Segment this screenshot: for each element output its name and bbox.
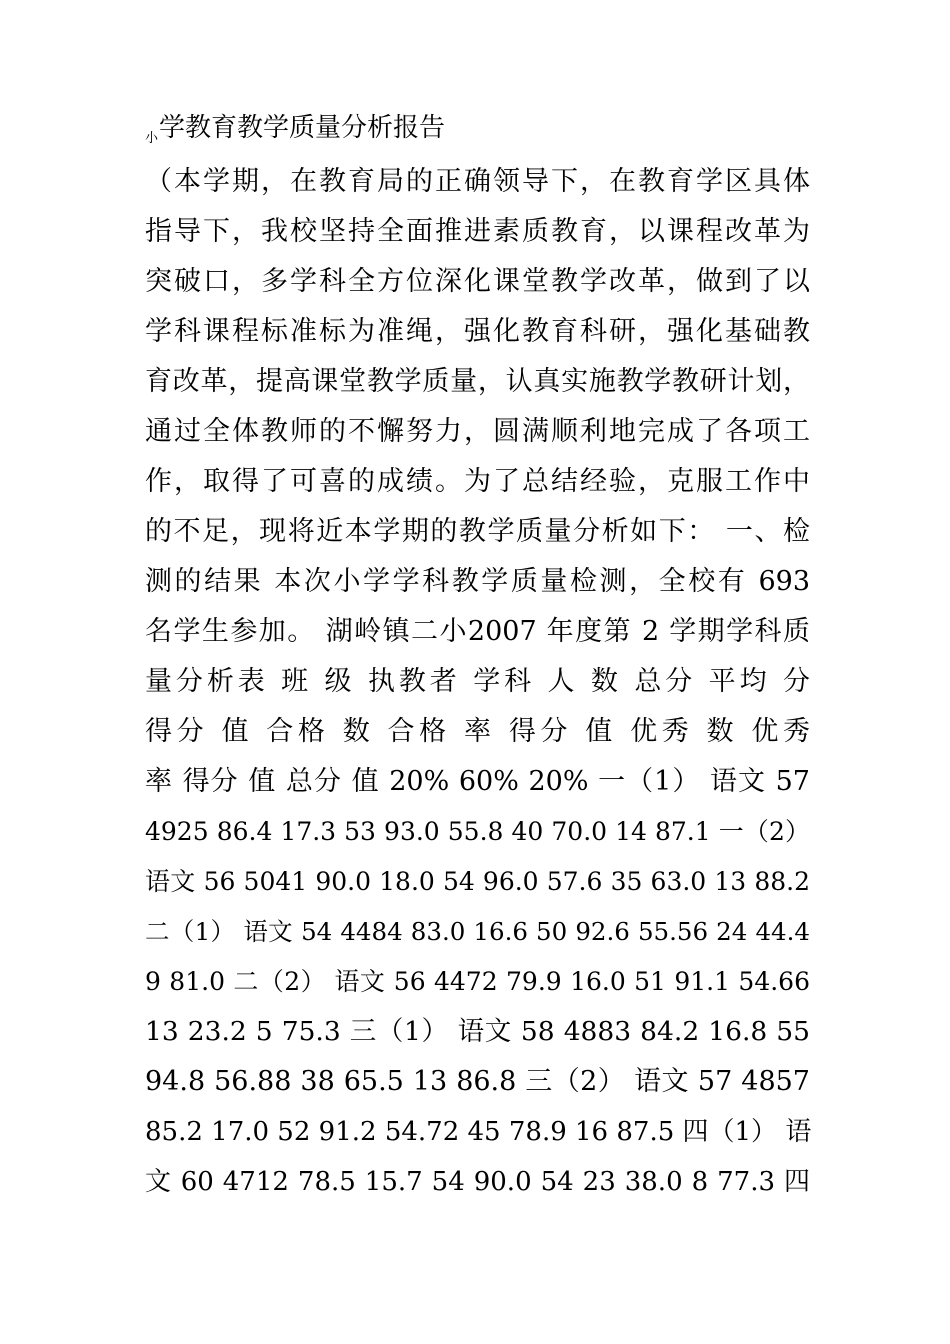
body-line-15: 语文 56 5041 90.0 18.0 54 96.0 57.6 35 63.0 13 88.2 [145,867,810,896]
body-line-2: 指导下，我校坚持全面推进素质教育，以课程改革为 [145,216,810,247]
body-line-6: 通过全体教师的不懈努力，圆满顺利地完成了各项工 [145,416,810,447]
body-line-4: 学科课程标准标为准绳，强化教育科研，强化基础教 [145,316,810,347]
body-line-21: 文 60 4712 78.5 15.7 54 90.0 54 23 38.0 8 77.3 四 [145,1167,810,1197]
body-line-20: 85.2 17.0 52 91.2 54.72 45 78.9 16 87.5 四（1） 语 [145,1117,812,1147]
body-line-5: 育改革，提高课堂教学质量，认真实施教学教研计划， [145,366,810,397]
body-line-11: 量分析表 班 级 执教者 学科 人 数 总分 平均 分 [145,666,810,697]
document-title [145,108,445,148]
title-text: 学教育教学质量分析报告 [159,113,446,143]
body-line-17: 9 81.0 二（2） 语文 56 4472 79.9 16.0 51 91.1 54.66 [145,967,810,996]
body-line-19: 94.8 56.88 38 65.5 13 86.8 三（2） 语文 57 4857 [145,1066,810,1097]
body-line-14: 4925 86.4 17.3 53 93.0 55.8 40 70.0 14 87.1 一（2） [145,817,810,846]
body-line-13: 率 得分 值 总分 值 20% 60% 20% 一（1） 语文 57 [145,766,810,797]
body-line-16: 二（1） 语文 54 4484 83.0 16.6 50 92.6 55.56 24 44.4 [145,917,810,946]
body-line-9: 测的结果 本次小学学科教学质量检测，全校有 693 [145,566,810,597]
body-line-7: 作，取得了可喜的成绩。为了总结经验，克服工作中 [145,466,810,497]
title-prefix: 小 [145,131,159,146]
body-line-10: 名学生参加。 湖岭镇二小2007 年度第 2 学期学科质 [145,616,810,647]
body-line-12: 得分 值 合格 数 合格 率 得分 值 优秀 数 优秀 [145,716,810,747]
body-line-8: 的不足，现将近本学期的教学质量分析如下： 一、检 [145,516,810,547]
body-line-18: 13 23.2 5 75.3 三（1） 语文 58 4883 84.2 16.8 55 [145,1016,810,1047]
body-line-1: （本学期，在教育局的正确领导下，在教育学区具体 [145,166,810,197]
body-line-3: 突破口，多学科全方位深化课堂教学改革，做到了以 [145,266,810,297]
